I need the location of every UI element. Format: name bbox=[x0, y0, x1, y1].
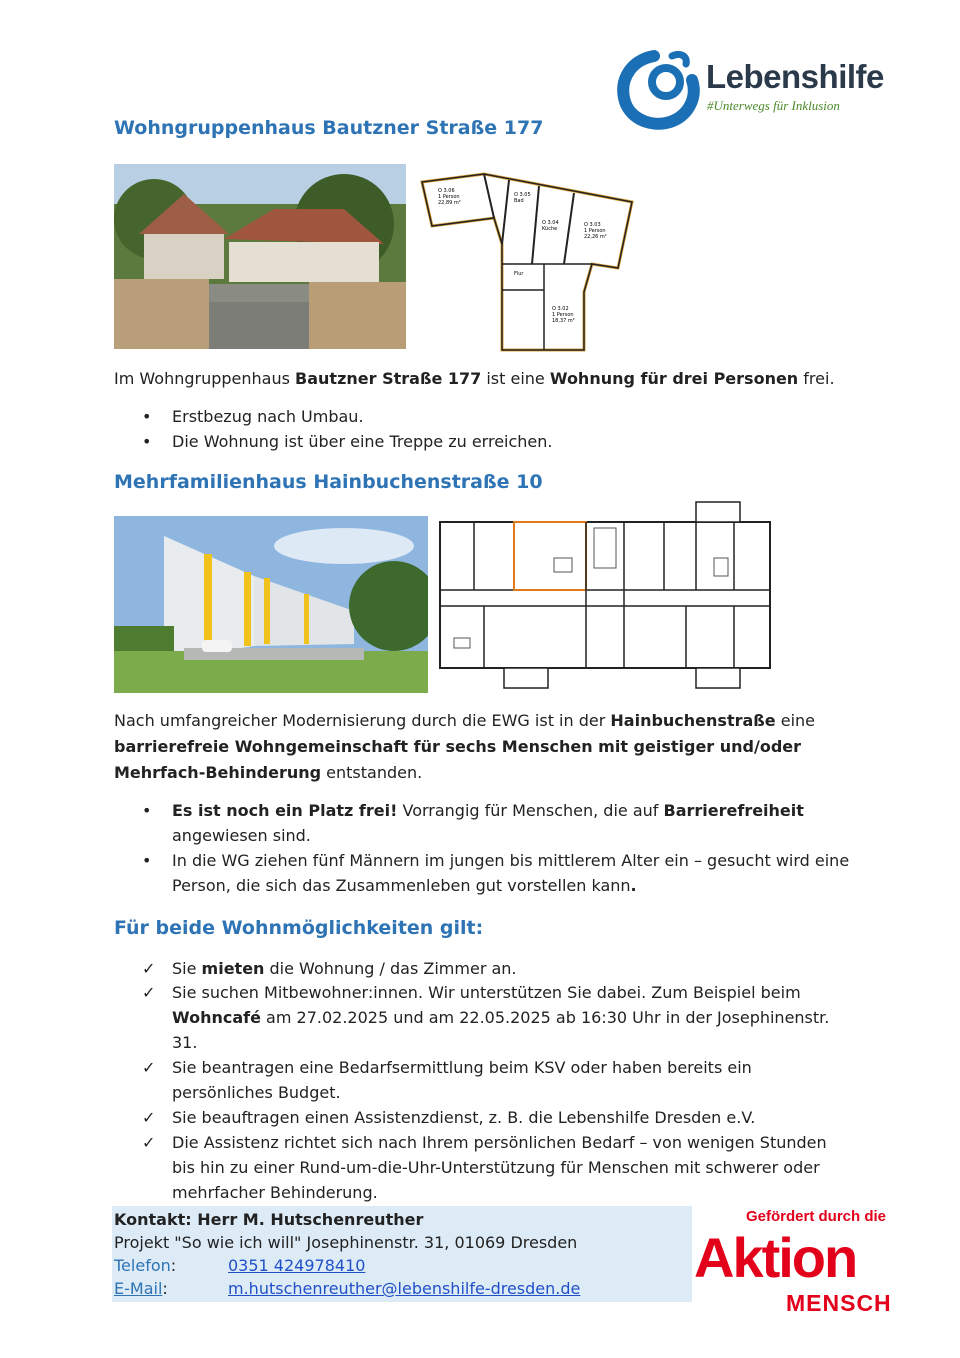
section3-checklist bbox=[114, 956, 854, 1205]
check-item: ✓ Sie beauftragen einen Assistenzdienst, z. B. die Lebenshilfe Dresden e.V. bbox=[114, 1105, 854, 1130]
section1-title: Wohngruppenhaus Bautzner Straße 177 bbox=[114, 117, 544, 139]
hainbuchen-floorplan bbox=[434, 498, 774, 694]
plan-label: Bad bbox=[514, 198, 524, 204]
floorplan-drawing bbox=[434, 498, 774, 694]
plan-label: Flur bbox=[514, 271, 524, 277]
check-item: ✓ Sie suchen Mitbewohner:innen. Wir unterstützen Sie dabei. Zum Beispiel beim Wohncafé am 27.02.2025 und am 22.05.2025 ab 16:30 Uhr in der Josephinenstr. 31. bbox=[114, 980, 854, 1055]
check-icon: ✓ bbox=[142, 959, 156, 978]
house-photo-illustration bbox=[114, 164, 406, 349]
lebenshilfe-logo bbox=[614, 46, 900, 132]
logo-name: Lebenshilfe bbox=[706, 58, 884, 95]
plan-label: O 3.04 bbox=[542, 220, 559, 226]
plan-label: 22,89 m² bbox=[438, 200, 461, 206]
hainbuchen-building-render bbox=[114, 516, 428, 693]
email-label: E-Mail bbox=[114, 1279, 163, 1298]
logo-tagline: #Unterwegs für Inklusion bbox=[707, 98, 840, 113]
list-item: • Erstbezug nach Umbau. bbox=[142, 407, 364, 426]
section3-title: Für beide Wohnmöglichkeiten gilt: bbox=[114, 917, 484, 939]
list-item: • Die Wohnung ist über eine Treppe zu erreichen. bbox=[142, 432, 553, 451]
phone-label: Telefon bbox=[114, 1256, 171, 1275]
section2-intro: Nach umfangreicher Modernisierung durch die EWG ist in der Hainbuchenstraße eine barrierefreie Wohngemeinschaft für sechs Menschen mit geistiger und/oder Mehrfach-Behinderung entstanden. bbox=[114, 711, 815, 782]
section1-bullets bbox=[114, 404, 854, 454]
list-item: • Es ist noch ein Platz frei! Vorrangig für Menschen, die auf Barrierefreiheit angewiesen sind. bbox=[142, 801, 804, 845]
lebenshilfe-logo-icon bbox=[614, 46, 704, 132]
building-render-illustration bbox=[114, 516, 428, 693]
plan-label: Küche bbox=[542, 226, 558, 232]
plan-label: 22,26 m² bbox=[584, 234, 607, 240]
plan-label: 1 Person bbox=[584, 228, 606, 234]
check-icon: ✓ bbox=[142, 1133, 156, 1152]
check-item: ✓ Sie beantragen eine Bedarfsermittlung beim KSV oder haben bereits ein persönliches Budget. bbox=[114, 1055, 854, 1105]
plan-label: O 3.06 bbox=[438, 188, 455, 194]
bautzner-floorplan bbox=[414, 160, 636, 352]
bautzner-house-photo bbox=[114, 164, 406, 349]
sponsor-line1: Gefördert durch die bbox=[746, 1208, 887, 1225]
email-link[interactable]: m.hutschenreuther@lebenshilfe-dresden.de bbox=[228, 1279, 581, 1298]
check-icon: ✓ bbox=[142, 1108, 156, 1127]
check-item: ✓ Sie mieten die Wohnung / das Zimmer an. bbox=[114, 956, 854, 981]
check-item: ✓ Die Assistenz richtet sich nach Ihrem persönlichen Bedarf – von wenigen Stunden bis hin zu einer Rund-um-die-Uhr-Unterstützung für Menschen mit schwerer oder mehrfacher Behinderung. bbox=[114, 1130, 854, 1205]
plan-label: O 3.03 bbox=[584, 222, 601, 228]
plan-label: 1 Person bbox=[552, 312, 574, 318]
section2-bullets bbox=[114, 798, 854, 898]
phone-link[interactable]: 0351 424978410 bbox=[228, 1256, 366, 1275]
sponsor-line2: Aktion bbox=[694, 1226, 857, 1289]
floorplan-drawing bbox=[414, 160, 636, 352]
sponsor-line3: MENSCH bbox=[786, 1290, 892, 1316]
check-icon: ✓ bbox=[142, 983, 156, 1002]
plan-label: 1 Person bbox=[438, 194, 460, 200]
plan-label: O 3.02 bbox=[552, 306, 569, 312]
plan-label: O 3.05 bbox=[514, 192, 531, 198]
email-row: E-Mail: m.hutschenreuther@lebenshilfe-dresden.de bbox=[114, 1279, 581, 1298]
phone-row: Telefon: 0351 424978410 bbox=[114, 1256, 366, 1275]
section2-title: Mehrfamilienhaus Hainbuchenstraße 10 bbox=[114, 471, 543, 493]
check-icon: ✓ bbox=[142, 1058, 156, 1077]
contact-heading: Kontakt: Herr M. Hutschenreuther bbox=[114, 1210, 424, 1229]
list-item: • In die WG ziehen fünf Männern im jungen bis mittlerem Alter ein – gesucht wird eine Person, die sich das Zusammenleben gut vorstellen kann. bbox=[142, 851, 850, 895]
section1-intro: Im Wohngruppenhaus Bautzner Straße 177 ist eine Wohnung für drei Personen frei. bbox=[114, 369, 835, 388]
contact-project: Projekt "So wie ich will" Josephinenstr. 31, 01069 Dresden bbox=[114, 1233, 578, 1252]
aktion-mensch-logo bbox=[694, 1206, 908, 1324]
plan-label: 18,37 m² bbox=[552, 318, 575, 324]
